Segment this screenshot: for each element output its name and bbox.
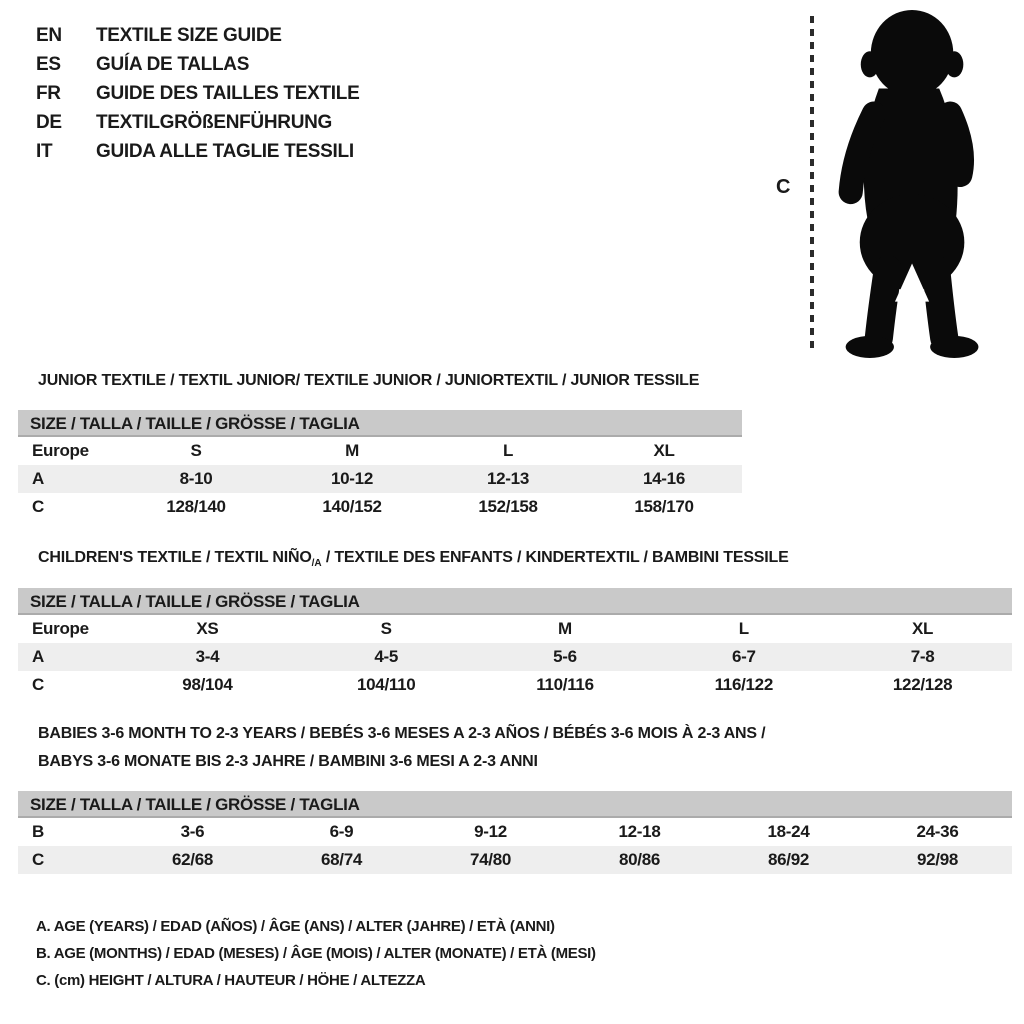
age-cell: 6-9 [329, 822, 354, 841]
language-code: FR [36, 83, 61, 104]
row-label: C [32, 497, 44, 516]
row-label: C [32, 850, 44, 869]
age-cell: 8-10 [179, 469, 213, 488]
size-cell: L [738, 619, 749, 638]
age-cell: 3-4 [195, 647, 220, 666]
size-cell: M [558, 619, 572, 638]
size-cell: XS [196, 619, 219, 638]
babies-heading-line1: BABIES 3-6 MONTH TO 2-3 YEARS / BEBÉS 3-6 MESES A 2-3 AÑOS / BÉBÉS 3-6 MOIS À 2-3 ANS / [38, 725, 766, 742]
height-cell: 74/80 [469, 850, 512, 869]
age-cell: 6-7 [731, 647, 756, 666]
age-cell: 12-13 [487, 469, 529, 488]
size-cell: XL [653, 441, 675, 460]
babies-heading-line2: BABYS 3-6 MONATE BIS 2-3 JAHRE / BAMBINI 3-6 MESI A 2-3 ANNI [38, 753, 538, 770]
language-code: ES [36, 54, 61, 75]
language-row-fr [36, 79, 359, 108]
language-label: GUÍA DE TALLAS [96, 54, 250, 75]
age-cell: 18-24 [767, 822, 810, 841]
junior-row-age [18, 465, 742, 493]
height-cell: 80/86 [618, 850, 661, 869]
babies-table-header: SIZE / TALLA / TAILLE / GRÖSSE / TAGLIA [18, 791, 1012, 818]
children-size-table [18, 588, 1012, 699]
size-cell: S [190, 441, 202, 460]
height-cell: 98/104 [182, 675, 233, 694]
babies-size-table [18, 791, 1012, 874]
children-heading-main: CHILDREN'S TEXTILE / TEXTIL NIÑO [38, 549, 312, 566]
age-cell: 14-16 [643, 469, 685, 488]
junior-size-table [18, 410, 742, 521]
height-cell: 158/170 [634, 497, 694, 516]
height-dotted-line [810, 16, 814, 354]
row-label: Europe [32, 619, 89, 638]
row-label: C [32, 675, 44, 694]
height-cell: 140/152 [322, 497, 382, 516]
language-row-de [36, 108, 359, 137]
junior-row-europe [18, 437, 742, 465]
language-list [36, 21, 359, 166]
children-heading-subscript: /A [311, 558, 322, 569]
height-cell: 86/92 [767, 850, 810, 869]
height-cell: 116/122 [714, 675, 773, 694]
language-row-en [36, 21, 359, 50]
babies-row-age [18, 818, 1012, 846]
legend-line-b: B. AGE (MONTHS) / EDAD (MESES) / ÂGE (MOIS) / ALTER (MONATE) / ETÀ (MESI) [36, 945, 596, 962]
age-cell: 12-18 [618, 822, 661, 841]
language-code: EN [36, 25, 62, 46]
children-heading-rest: / TEXTILE DES ENFANTS / KINDERTEXTIL / BAMBINI TESSILE [321, 549, 789, 566]
junior-section-heading: JUNIOR TEXTILE / TEXTIL JUNIOR/ TEXTILE JUNIOR / JUNIORTEXTIL / JUNIOR TESSILE [38, 372, 700, 389]
toddler-silhouette-image [822, 8, 986, 360]
age-cell: 10-12 [331, 469, 373, 488]
row-label: Europe [32, 441, 89, 460]
language-row-es [36, 50, 359, 79]
children-section-heading [38, 548, 789, 574]
children-row-height [18, 671, 1012, 699]
junior-table-header: SIZE / TALLA / TAILLE / GRÖSSE / TAGLIA [18, 410, 742, 437]
babies-section-heading [38, 720, 765, 776]
children-row-europe [18, 615, 1012, 643]
language-label: TEXTILE SIZE GUIDE [96, 25, 282, 46]
legend-line-c: C. (cm) HEIGHT / ALTURA / HAUTEUR / HÖHE / ALTEZZA [36, 972, 426, 989]
age-cell: 7-8 [910, 647, 935, 666]
measurement-legend [36, 913, 596, 994]
age-cell: 5-6 [553, 647, 577, 666]
language-code: IT [36, 141, 53, 162]
language-label: GUIDE DES TAILLES TEXTILE [96, 83, 360, 104]
height-cell: 92/98 [916, 850, 959, 869]
height-measure-label: C [776, 176, 791, 198]
age-cell: 24-36 [916, 822, 959, 841]
language-row-it [36, 137, 359, 166]
height-cell: 68/74 [320, 850, 363, 869]
language-label: TEXTILGRÖßENFÜHRUNG [96, 112, 333, 133]
row-label: A [32, 469, 44, 488]
row-label: B [32, 822, 44, 841]
height-cell: 104/110 [356, 675, 416, 694]
height-cell: 62/68 [171, 850, 214, 869]
junior-row-height [18, 493, 742, 521]
size-cell: XL [912, 619, 934, 638]
children-row-age [18, 643, 1012, 671]
children-table-header: SIZE / TALLA / TAILLE / GRÖSSE / TAGLIA [18, 588, 1012, 615]
age-cell: 9-12 [474, 822, 507, 841]
size-cell: L [502, 441, 514, 460]
size-cell: M [345, 441, 359, 460]
height-cell: 122/128 [892, 675, 953, 694]
height-cell: 128/140 [166, 497, 226, 516]
row-label: A [32, 647, 44, 666]
babies-row-height [18, 846, 1012, 874]
height-cell: 110/116 [536, 675, 594, 694]
language-label: GUIDA ALLE TAGLIE TESSILI [96, 141, 354, 162]
child-figure [760, 0, 1024, 370]
language-code: DE [36, 112, 62, 133]
age-cell: 3-6 [180, 822, 205, 841]
size-cell: S [380, 619, 392, 638]
age-cell: 4-5 [374, 647, 399, 666]
legend-line-a: A. AGE (YEARS) / EDAD (AÑOS) / ÂGE (ANS) / ALTER (JAHRE) / ETÀ (ANNI) [36, 918, 555, 935]
height-cell: 152/158 [478, 497, 538, 516]
